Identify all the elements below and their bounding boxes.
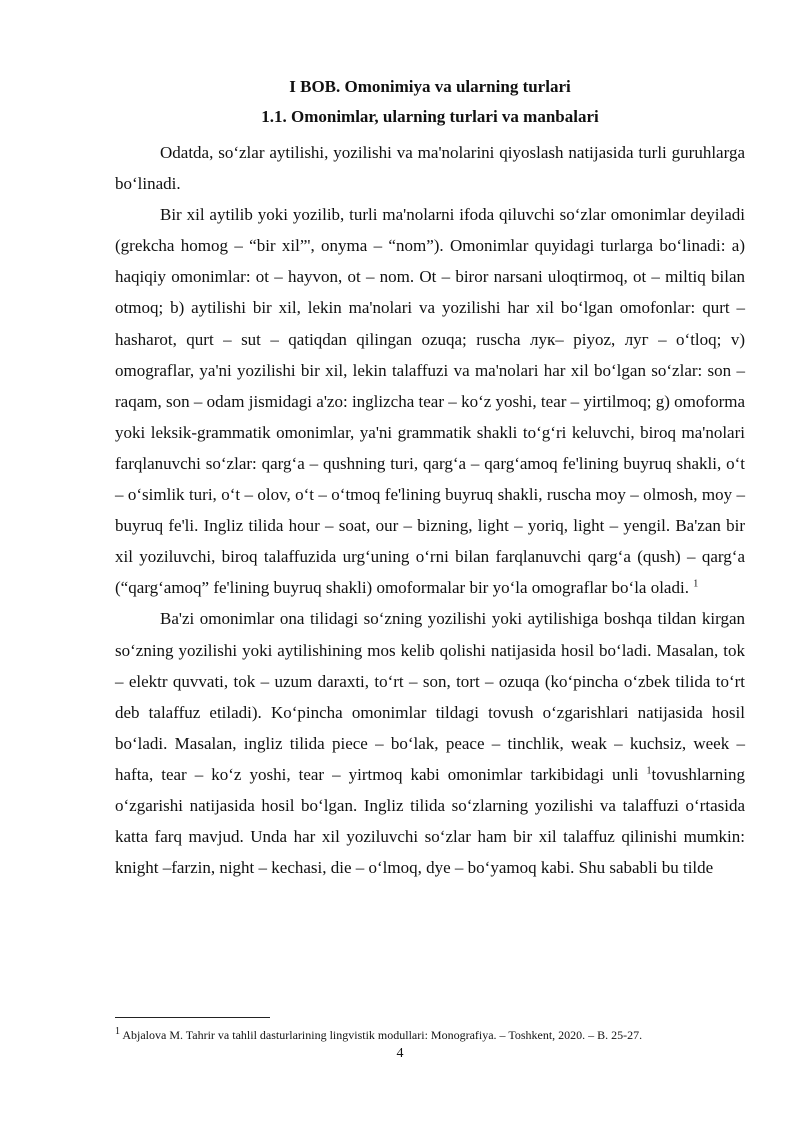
footnote-text: Abjalova M. Tahrir va tahlil dasturlarining lingvistik modullari: Monografiya. – Toshkent, 2020. – B. 25-27. [122, 1028, 643, 1042]
body-text [115, 137, 745, 883]
footnote-divider [115, 1017, 270, 1018]
paragraph-3-text-b: tovushlarning o‘zgarishi natijasida hosil bo‘lgan. Ingliz tilida so‘zlarning yozilishi va talaffuzi o‘rtasida katta farq mavjud. Unda har xil yoziluvchi so‘zlar ham bir xil talaffuz qilinishi mumkin: knight –farzin, night – kechasi, die – o‘lmoq, dye – bo‘yamoq kabi. Shu sababli bu tilde [115, 764, 746, 878]
chapter-title: I BOB. Omonimiya va ularning turlari [289, 77, 571, 96]
footnote-ref[interactable]: 1 [693, 578, 699, 590]
paragraph-3 [115, 603, 745, 883]
page-number: 4 [396, 1046, 404, 1061]
footnote-marker: 1 [115, 1026, 120, 1037]
paragraph-2 [115, 199, 745, 603]
footnote-ref[interactable]: 1 [646, 765, 652, 777]
paragraph-1-text: Odatda, so‘zlar aytilishi, yozilishi va ma'nolarini qiyoslash natijasida turli guruhlarga bo‘linadi. [115, 143, 745, 194]
footnote [115, 1028, 745, 1043]
paragraph-3-text-a: Ba'zi omonimlar ona tilidagi so‘zning yozilishi yoki aytilishiga boshqa tildan kirgan so‘zning yozilishi yoki aytilishining mos kelib qolishi natijasida hosil bo‘ladi. Masalan, tok – elektr quvvati, tok – uzum daraxti, to‘rt – son, tort – ozuqa (ko‘pincha o‘zbek tilida to‘rt deb talaffuz etiladi). Ko‘pincha omonimlar tildagi tovush o‘zgarishlari natijasida hosil bo‘ladi. Masalan, ingliz tilida piece – bo‘lak, peace – tinchlik, weak – kuchsiz, week – hafta, tear – ko‘z yoshi, tear – yirtmoq kabi omonimlar tarkibidagi unli [115, 609, 745, 784]
section-title: 1.1. Omonimlar, ularning turlari va manbalari [261, 107, 599, 126]
paragraph-2-text: Bir xil aytilib yoki yozilib, turli ma'nolarni ifoda qiluvchi so‘zlar omonimlar deyiladi (grekcha homog – “bir xil”', onyma – “nom”). Omonimlar quyidagi turlarga bo‘linadi: a) haqiqiy omonimlar: ot – hayvon, ot – nom. Ot – biror narsani uloqtirmoq, ot – miltiq bilan otmoq; b) aytilishi bir xil, lekin ma'nolari va yozilishi har xil bo‘lgan omofonlar: qurt – hasharot, qurt – sut – qatiqdan qilingan ozuqa; ruscha лук– piyoz, луг – o‘tloq; v) omograflar, ya'ni yozilishi bir xil, lekin talaffuzi va ma'nolari har xil bo‘lgan so‘zlar: son – raqam, son – odam jismidagi a'zo: inglizcha tear – ko‘z yoshi, tear – yirtilmoq; g) omoforma yoki leksik-grammatik omonimlar, ya'ni grammatik shakli to‘g‘ri keluvchi, biroq ma'nolari farqlanuvchi so‘zlar: qarg‘a – qushning turi, qarg‘a – qarg‘amoq fe'lining buyruq shakli, o‘t – o‘simlik turi, o‘t – olov, o‘t – o‘tmoq fe'lining buyruq shakli, ruscha moy – olmosh, moy – buyruq fe'li. Ingliz tilida hour – soat, our – bizning, light – yoriq, light – yengil. Ba'zan bir xil yoziluvchi, biroq talaffuzida urg‘uning o‘rni bilan farqlanuvchi qarg‘a (qush) – qarg‘a (“qarg‘amoq” fe'lining buyruq shakli) omoformalar bir yo‘la omograflar bo‘la oladi. [115, 205, 745, 598]
paragraph-1 [115, 137, 745, 199]
